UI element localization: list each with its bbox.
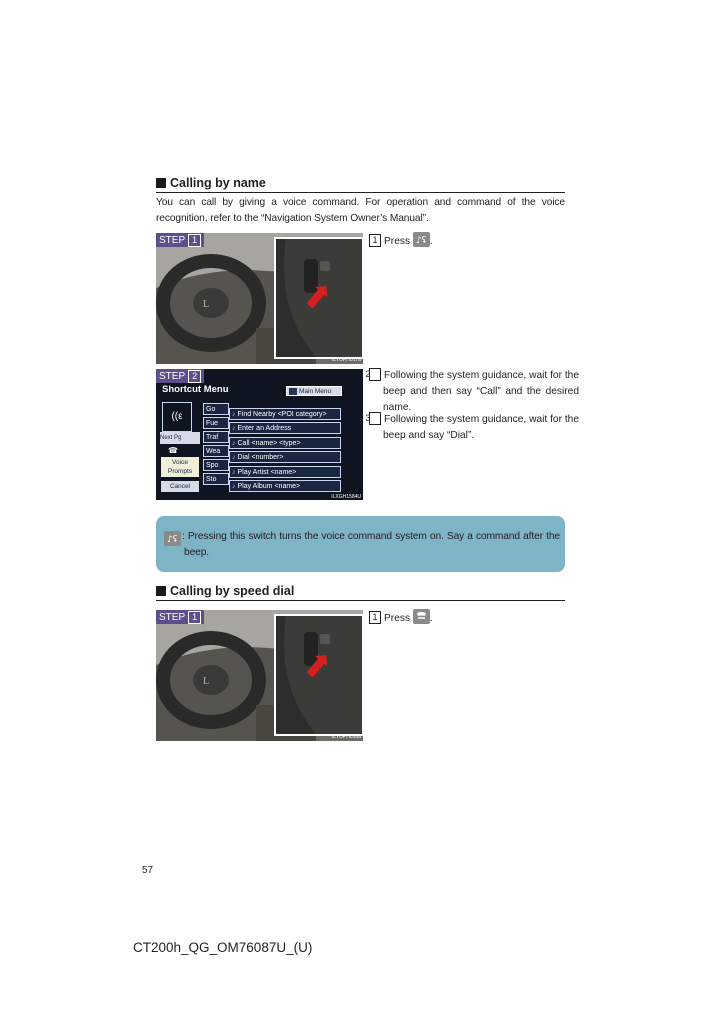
menu-item-call[interactable]: ♪ Call <name> <type>	[229, 437, 341, 449]
main-menu-button[interactable]: Main Menu	[286, 386, 342, 396]
intro-paragraph: You can call by giving a voice command. For operation and command of the voice recognition, refer to the “Navigation System Owner’s Manual”.	[156, 197, 565, 224]
document-code: CT200h_QG_OM76087U_(U)	[133, 940, 313, 955]
speed-dial-inset-switch	[274, 614, 363, 736]
left-item-stocks[interactable]: Sto	[203, 473, 229, 485]
step1-photo	[156, 233, 363, 364]
note-text: : Pressing this switch turns the voice command system on. Say a command after the beep.	[182, 531, 560, 558]
menu-item-find-nearby[interactable]: ♪ Find Nearby <POI category>	[229, 408, 341, 420]
instruction-1: 1 Press ♪ʢ .	[369, 232, 433, 250]
instruction-3: 3 Following the system guidance, wait for the beep and say “Dial”.	[365, 413, 579, 441]
next-page-button[interactable]: Next Pg	[160, 432, 200, 444]
section-title-speed-dial	[156, 584, 294, 598]
menu-item-enter-address[interactable]: ♪ Enter an Address	[229, 422, 341, 434]
section-title-text: Calling by speed dial	[170, 584, 295, 598]
step1-image-id: ILYOPH017a	[331, 357, 361, 363]
step2-image-id: ILXGH1584U	[331, 494, 361, 500]
section-bullet	[156, 178, 166, 188]
svg-text:♪ʢ: ♪ʢ	[415, 236, 427, 246]
speed-dial-image-id: ILYOPH018a	[331, 734, 361, 740]
step1-inset-switch	[274, 237, 363, 359]
left-item-go[interactable]: Go	[203, 403, 229, 415]
section-rule	[156, 600, 565, 601]
section-title-text: Calling by name	[170, 176, 266, 190]
screen-title: Shortcut Menu	[162, 384, 229, 395]
left-item-traffic[interactable]: Traf	[203, 431, 229, 443]
page-number: 57	[142, 865, 154, 876]
instruction-num: 1	[369, 234, 381, 247]
svg-text:♪ʢ: ♪ʢ	[167, 535, 178, 545]
section-title-calling-by-name	[156, 176, 266, 190]
left-item-fuel[interactable]: Fue	[203, 417, 229, 429]
section-bullet	[156, 586, 166, 596]
step2-label: STEP 2	[156, 369, 204, 383]
speed-dial-step1-label: STEP 1	[156, 610, 204, 624]
svg-text:L: L	[203, 299, 210, 310]
menu-item-play-album[interactable]: ♪ Play Album <name>	[229, 480, 341, 492]
phone-offhook-icon	[413, 609, 430, 624]
phone-graphic: ☎	[168, 446, 178, 455]
voice-graphic: ((ε	[162, 402, 192, 432]
speed-dial-step1-photo	[156, 610, 363, 741]
speed-dial-instruction-1: 1 Press .	[369, 609, 433, 627]
cancel-button[interactable]: Cancel	[161, 481, 199, 492]
note-box	[156, 516, 565, 572]
press-text: Press	[384, 613, 411, 624]
menu-item-play-artist[interactable]: ♪ Play Artist <name>	[229, 466, 341, 478]
menu-item-dial[interactable]: ♪ Dial <number>	[229, 451, 341, 463]
voice-prompts-button[interactable]: Voice Prompts	[161, 457, 199, 477]
main-menu-icon	[289, 388, 297, 395]
voice-talk-icon	[164, 531, 181, 546]
svg-text:L: L	[203, 676, 210, 687]
section-rule	[156, 192, 565, 193]
instruction-num: 1	[369, 611, 381, 624]
instruction-2: 2 Following the system guidance, wait for the beep and then say “Call” and the desired name.	[365, 369, 579, 413]
step1-label: STEP 1	[156, 233, 204, 247]
voice-talk-icon	[413, 232, 430, 247]
press-text: Press	[384, 236, 411, 247]
left-item-sports[interactable]: Spo	[203, 459, 229, 471]
step2-screen	[156, 369, 363, 500]
left-item-weather[interactable]: Wea	[203, 445, 229, 457]
